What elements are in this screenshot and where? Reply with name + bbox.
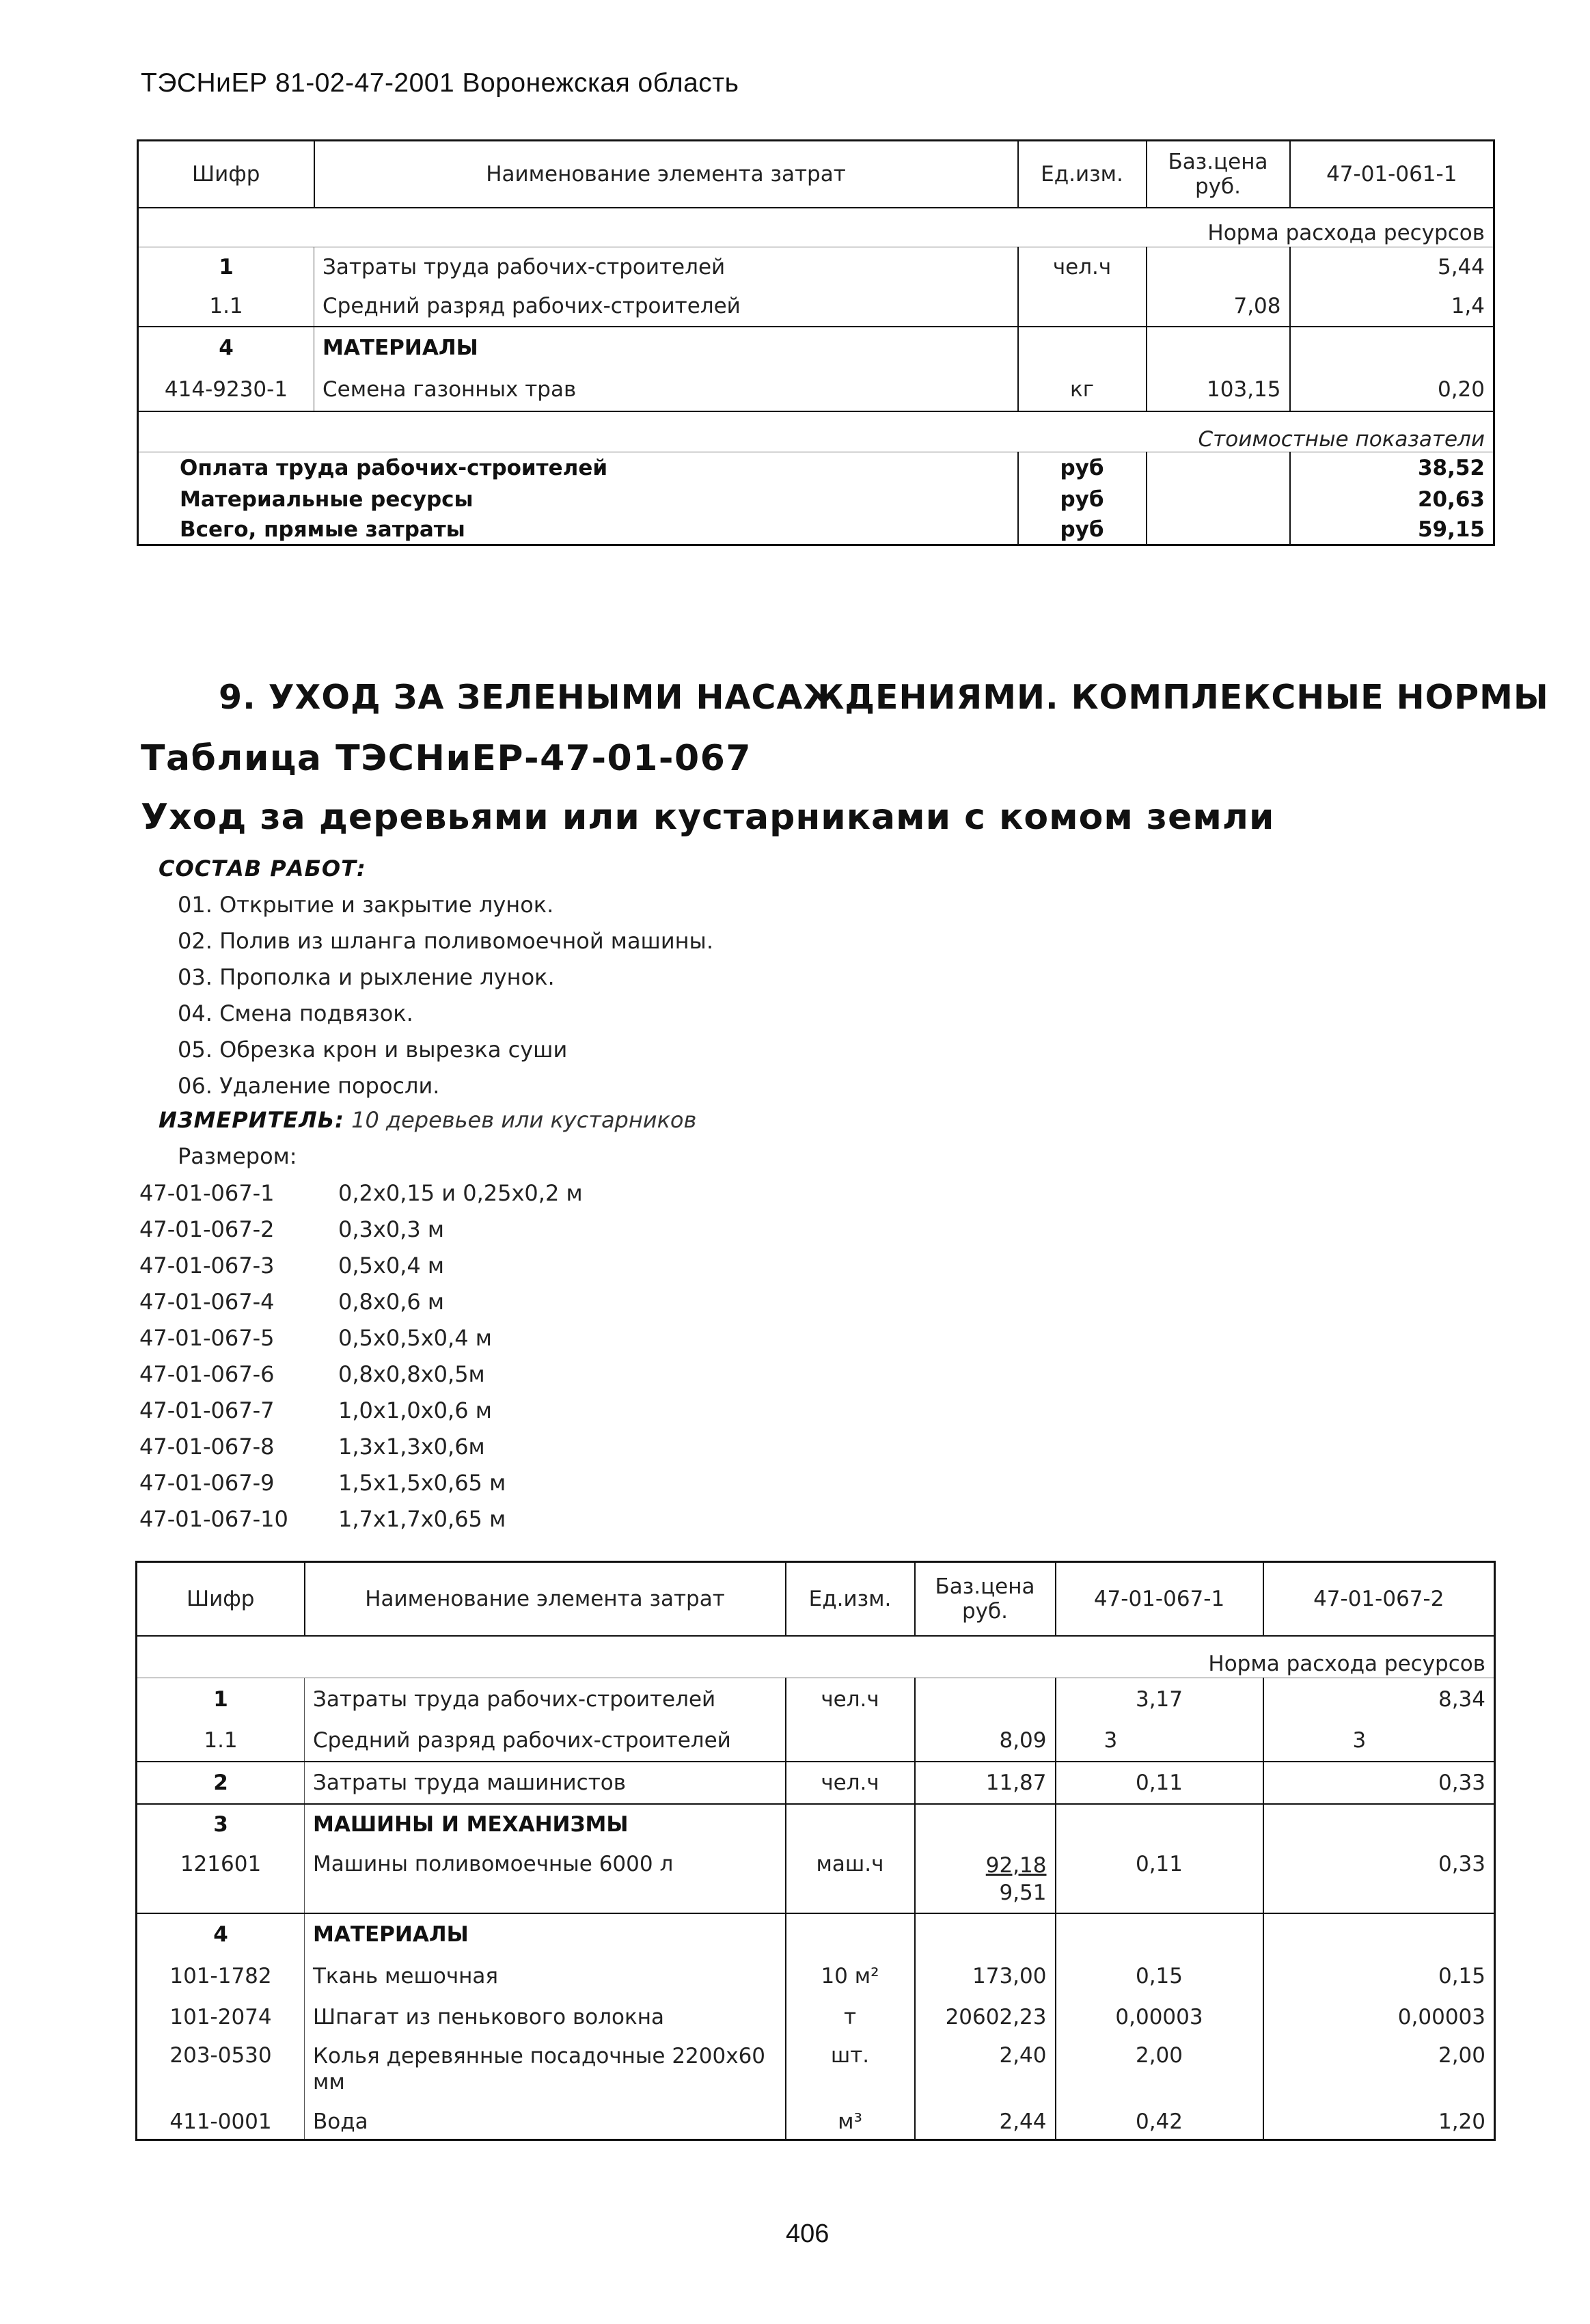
row-code: 3 [137,1804,305,1845]
row-name: Затраты труда рабочих-строителей [305,1678,786,1721]
row-unit [786,1913,915,1956]
row-name: Затраты труда машинистов [305,1762,786,1804]
col-header-price: Баз.цена руб. [1147,141,1290,208]
row-code: 101-1782 [169,1963,272,1988]
col-header-unit: Ед.изм. [786,1562,915,1636]
row-name: Вода [305,2105,786,2140]
size-code: 47-01-067-8 [139,1434,275,1460]
table-row [138,247,1494,287]
total-name: Всего, прямые затраты [180,517,465,542]
table-row [138,287,1494,327]
col-header-name: Наименование элемента затрат [305,1562,786,1636]
row-norm-1: 5,44 [1290,247,1494,287]
meter-value: 10 деревьев или кустарников [351,1107,697,1133]
table-row [137,1721,1495,1762]
total-name: Материальные ресурсы [180,487,474,512]
size-value: 1,0х1,0х0,6 м [338,1397,492,1423]
size-value: 1,5х1,5х0,65 м [338,1470,506,1496]
row-norm-1: 0,42 [1056,2105,1263,2140]
resource-table-47-01-061 [137,139,1495,546]
row-code: 1 [138,247,314,287]
row-norm-2: 0,33 [1263,1845,1495,1913]
size-code: 47-01-067-6 [139,1361,275,1387]
col-header-code: Шифр [137,1562,305,1636]
col-header-price: Баз.цена руб. [915,1562,1056,1636]
row-price: 103,15 [1147,369,1290,411]
row-norm-2: 8,34 [1263,1678,1495,1721]
row-price: 2,40 [915,2038,1056,2105]
row-norm-1: 2,00 [1056,2038,1263,2105]
operation-item: 05. Обрезка крон и вырезка суши [178,1037,568,1063]
row-unit [1018,327,1147,369]
row-name: Машины поливомоечные 6000 л [305,1845,786,1913]
total-unit: руб [1018,452,1147,484]
size-code: 47-01-067-4 [139,1289,275,1315]
totals-row [138,484,1494,515]
table-row [137,2105,1495,2140]
row-norm-2: 0,33 [1263,1762,1495,1804]
size-value: 1,7х1,7х0,65 м [338,1506,506,1532]
size-code: 47-01-067-7 [139,1397,275,1423]
total-unit: руб [1018,515,1147,545]
row-norm-2: 0,00003 [1263,1997,1495,2038]
size-value: 0,2х0,15 и 0,25х0,2 м [338,1180,583,1206]
row-price: 173,00 [915,1956,1056,1997]
operation-item: 03. Прополка и рыхление лунок. [178,964,555,990]
col-header-norm-1: 47-01-067-1 [1056,1562,1263,1636]
row-name: МАТЕРИАЛЫ [314,327,1018,369]
row-norm-1: 3,17 [1056,1678,1263,1721]
size-code: 47-01-067-5 [139,1325,275,1351]
operation-item: 06. Удаление поросли. [178,1073,440,1099]
row-norm-1: 0,11 [1056,1762,1263,1804]
table-title: Таблица ТЭСНиЕР-47-01-067 [141,738,752,779]
row-norm-1 [1056,1804,1263,1845]
col-header-unit: Ед.изм. [1018,141,1147,208]
row-norm-1: 0,15 [1056,1956,1263,1997]
row-unit: т [786,1997,915,2038]
size-code: 47-01-067-1 [139,1180,275,1206]
operation-item: 04. Смена подвязок. [178,1000,413,1026]
row-name: Ткань мешочная [305,1956,786,1997]
table-row [137,1956,1495,1997]
row-price: 11,87 [915,1762,1056,1804]
row-price [915,1678,1056,1721]
row-norm-1: 0,00003 [1056,1997,1263,2038]
size-value: 0,8х0,8х0,5м [338,1361,485,1387]
row-code: 4 [138,327,314,369]
row-code: 411-0001 [169,2109,272,2134]
row-price [1147,327,1290,369]
row-price: 20602,23 [915,1997,1056,2038]
operation-item: 01. Открытие и закрытие лунок. [178,892,554,918]
size-code: 47-01-067-3 [139,1253,275,1279]
totals-row [138,515,1494,545]
meter-label: ИЗМЕРИТЕЛЬ: [159,1107,344,1133]
row-unit [786,1804,915,1845]
table-row [137,1997,1495,2038]
table-row [137,2038,1495,2105]
row-unit: м³ [786,2105,915,2140]
row-price [915,1913,1056,1956]
row-code: 1.1 [204,1728,238,1753]
totals-row [138,452,1494,484]
row-code: 1 [137,1678,305,1721]
size-code: 47-01-067-2 [139,1216,275,1242]
size-code: 47-01-067-9 [139,1470,275,1496]
row-code: 101-2074 [169,2004,272,2029]
row-norm-1: 3 [1056,1721,1263,1762]
table-row [137,1804,1495,1845]
row-code: 121601 [180,1851,262,1876]
row-norm-2 [1263,1804,1495,1845]
resource-table-47-01-067 [135,1561,1496,2141]
size-value: 0,5х0,5х0,4 м [338,1325,492,1351]
page-number: 406 [786,2219,830,2248]
size-value: 0,3х0,3 м [338,1216,445,1242]
row-norm-2: 2,00 [1263,2038,1495,2105]
work-composition-label: СОСТАВ РАБОТ: [159,856,366,881]
row-name: Колья деревянные посадочные 2200х60 мм [305,2038,786,2105]
table-row [137,1678,1495,1721]
row-norm-1 [1056,1913,1263,1956]
table-row [137,1913,1495,1956]
row-price: 92,18 [985,1853,1047,1878]
size-label: Размером: [178,1143,297,1169]
norm-section-label: Норма расхода ресурсов [1208,1652,1485,1677]
row-unit: маш.ч [786,1845,915,1913]
col-header-norm-2: 47-01-067-2 [1263,1562,1495,1636]
row-code: 1.1 [209,294,243,318]
table-subject: Уход за деревьями или кустарниками с комом земли [141,797,1275,838]
row-unit [786,1721,915,1762]
size-code: 47-01-067-10 [139,1506,288,1532]
row-code: 4 [137,1913,305,1956]
row-price-pair [915,1845,1056,1913]
row-unit: кг [1018,369,1147,411]
row-norm-2: 1,20 [1263,2105,1495,2140]
row-unit: чел.ч [786,1762,915,1804]
total-name: Оплата труда рабочих-строителей [138,452,1018,484]
meter-line [159,1107,696,1133]
row-name: Средний разряд рабочих-строителей [305,1721,786,1762]
row-unit [1018,287,1147,327]
row-price [1147,247,1290,287]
col-header-norm-1: 47-01-061-1 [1290,141,1494,208]
cost-section-label: Стоимостные показатели [138,411,1494,452]
row-name: Затраты труда рабочих-строителей [314,247,1018,287]
size-value: 0,5х0,4 м [338,1253,445,1279]
row-name: МАШИНЫ И МЕХАНИЗМЫ [305,1804,786,1845]
total-unit: руб [1018,484,1147,515]
row-price: 8,09 [915,1721,1056,1762]
row-norm-2: 3 [1263,1721,1495,1762]
row-name: Шпагат из пенькового волокна [305,1997,786,2038]
table-row [137,1845,1495,1913]
row-unit: чел.ч [1018,247,1147,287]
row-name: Средний разряд рабочих-строителей [314,287,1018,327]
col-header-code: Шифр [138,141,314,208]
total-value: 38,52 [1290,452,1494,484]
row-unit: чел.ч [786,1678,915,1721]
row-price-machinist: 9,51 [999,1880,1047,1905]
row-unit: шт. [786,2038,915,2105]
col-header-name: Наименование элемента затрат [314,141,1018,208]
row-name: МАТЕРИАЛЫ [305,1913,786,1956]
row-price: 7,08 [1147,287,1290,327]
norm-section-label: Норма расхода ресурсов [1207,221,1485,246]
table-row [137,1762,1495,1804]
section-heading: 9. УХОД ЗА ЗЕЛЕНЫМИ НАСАЖДЕНИЯМИ. КОМПЛЕКСНЫЕ НОРМЫ [219,678,1549,717]
row-code: 414-9230-1 [164,377,288,402]
row-unit: 10 м² [786,1956,915,1997]
operation-item: 02. Полив из шланга поливомоечной машины. [178,928,713,954]
row-norm-1 [1290,327,1494,369]
row-norm-1: 0,11 [1056,1845,1263,1913]
row-name: Семена газонных трав [314,369,1018,411]
size-value: 0,8х0,6 м [338,1289,445,1315]
size-value: 1,3х1,3х0,6м [338,1434,485,1460]
row-code: 203-0530 [169,2042,272,2068]
table-row [138,327,1494,369]
total-value: 20,63 [1290,484,1494,515]
row-norm-1: 1,4 [1290,287,1494,327]
row-price [915,1804,1056,1845]
row-norm-2: 0,15 [1263,1956,1495,1997]
row-code: 2 [137,1762,305,1804]
table-row [138,369,1494,411]
total-value: 59,15 [1290,515,1494,545]
row-norm-1: 0,20 [1290,369,1494,411]
page-header-title: ТЭСНиЕР 81-02-47-2001 Воронежская область [141,68,739,98]
row-price: 2,44 [915,2105,1056,2140]
row-norm-2 [1263,1913,1495,1956]
